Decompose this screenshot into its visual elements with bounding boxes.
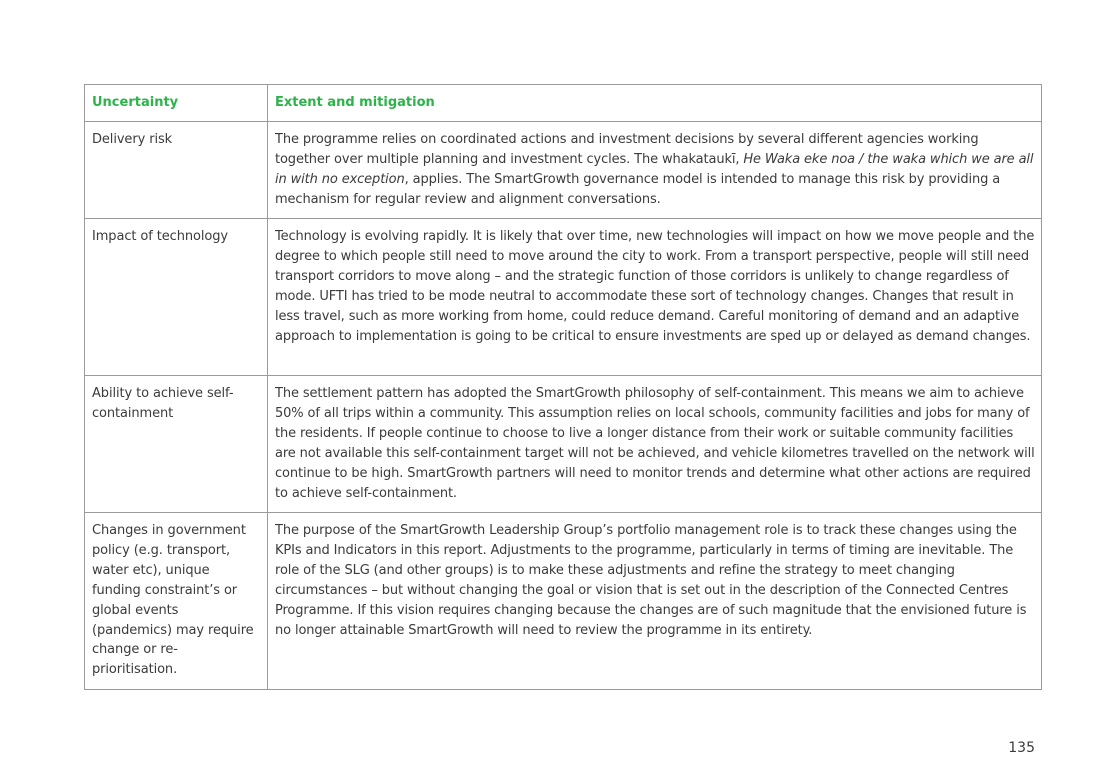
row-text-self-containment: The settlement pattern has adopted the SmartGrowth philosophy of self-containment. This means we aim to achieve 50% of all trips within a community. This assumption relies on local schools, community facilities and jobs for many of the residents. If people continue to choose to live a longer distance from their work or suitable community facilities are not available this self-containment target will not be achieved, and vehicle kilometres travelled on the network will continue to be high. SmartGrowth partners will need to monitor trends and determine what other actions are required to achieve self-containment.	[268, 376, 1042, 513]
row-label-delivery-risk: Delivery risk	[85, 122, 268, 219]
uncertainty-table	[84, 84, 1041, 690]
uncertainty-mitigation-table	[84, 84, 1042, 690]
row-label-self-containment: Ability to achieve self-containment	[85, 376, 268, 513]
header-uncertainty: Uncertainty	[85, 85, 268, 122]
page-number: 135	[1008, 740, 1035, 756]
table-header-row	[85, 85, 1042, 122]
row-text-delivery-risk	[268, 122, 1042, 219]
table-row	[85, 219, 1042, 376]
row-label-government-policy: Changes in government policy (e.g. transport, water etc), unique funding constraint’s or global events (pandemics) may require change or re-prioritisation.	[85, 513, 268, 690]
table-row	[85, 376, 1042, 513]
row-label-impact-of-technology: Impact of technology	[85, 219, 268, 376]
row-text-part: The programme relies on coordinated actions and investment decisions by several different agencies working together over multiple planning and investment cycles. The whakataukī,	[275, 132, 979, 167]
row-text-impact-of-technology: Technology is evolving rapidly. It is likely that over time, new technologies will impact on how we move people and the degree to which people still need to move around the city to work. From a transport perspective, people will still need transport corridors to move along – and the strategic function of those corridors is unlikely to change regardless of mode. UFTI has tried to be mode neutral to accommodate these sort of technology changes. Changes that result in less travel, such as more working from home, could reduce demand. Careful monitoring of demand and an adaptive approach to implementation is going to be critical to ensure investments are sped up or delayed as demand changes.	[268, 219, 1042, 376]
row-text-italic-whakatauki: He Waka eke noa / the waka which we are all in with no exception	[275, 151, 1034, 187]
row-text-government-policy: The purpose of the SmartGrowth Leadership Group’s portfolio management role is to track these changes using the KPIs and Indicators in this report. Adjustments to the programme, particularly in terms of timing are inevitable. The role of the SLG (and other groups) is to make these adjustments and refine the strategy to meet changing circumstances – but without changing the goal or vision that is set out in the description of the Connected Centres Programme. If this vision requires changing because the changes are of such magnitude that the envisioned future is no longer attainable SmartGrowth will need to review the programme in its entirety.	[268, 513, 1042, 690]
header-extent-mitigation: Extent and mitigation	[268, 85, 1042, 122]
row-text-part: , applies. The SmartGrowth governance model is intended to manage this risk by providing a mechanism for regular review and alignment conversations.	[275, 171, 1001, 207]
table-row	[85, 513, 1042, 690]
table-row	[85, 122, 1042, 219]
